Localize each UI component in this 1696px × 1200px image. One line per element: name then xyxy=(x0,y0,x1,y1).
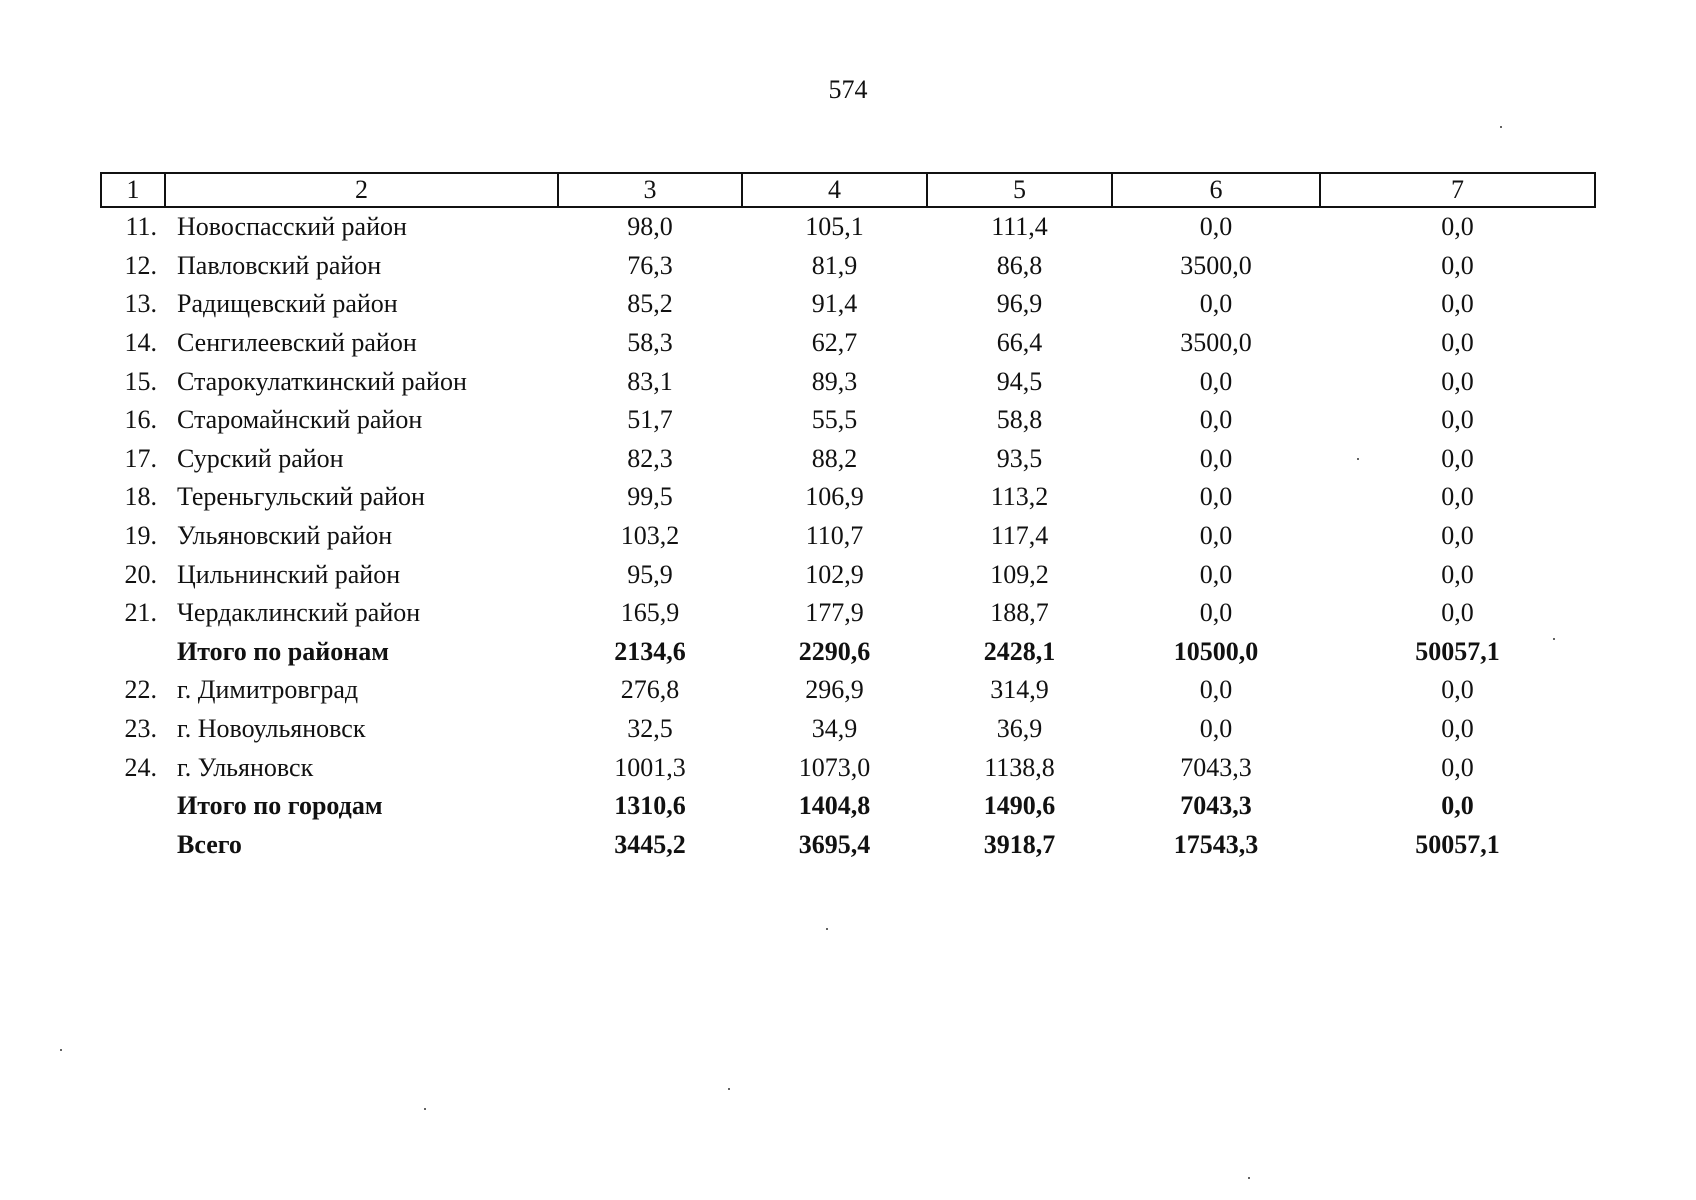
cell-col-3: 276,8 xyxy=(620,675,680,705)
header-col-2: 2 xyxy=(165,173,558,207)
cell-col-4: 62,7 xyxy=(811,328,858,358)
cell-col-6: 3500,0 xyxy=(1180,328,1252,358)
row-name: Сенгилеевский район xyxy=(177,328,417,358)
row-name: Всего xyxy=(177,829,242,859)
row-name: Старомайнский район xyxy=(177,405,423,435)
cell-col-5: 111,4 xyxy=(991,212,1048,242)
cell-col-3: 58,3 xyxy=(627,328,673,358)
cell-col-5: 93,5 xyxy=(996,443,1043,473)
cell-col-7: 0,0 xyxy=(1441,521,1474,551)
table-row xyxy=(101,324,1595,363)
page-number: 574 xyxy=(828,75,868,104)
cell-col-7: 0,0 xyxy=(1441,443,1474,473)
row-number: 11. xyxy=(125,212,157,242)
row-number: 17. xyxy=(124,443,157,473)
row-number: 16. xyxy=(124,405,157,435)
cell-col-6: 0,0 xyxy=(1199,366,1233,396)
cell-col-4: 105,1 xyxy=(805,212,864,242)
cell-col-6: 0,0 xyxy=(1199,405,1233,435)
cell-col-3: 2134,6 xyxy=(614,636,686,666)
cell-col-7: 0,0 xyxy=(1441,598,1474,628)
cell-col-6: 0,0 xyxy=(1199,675,1233,705)
cell-col-4: 81,9 xyxy=(811,250,858,280)
row-name: Радищевский район xyxy=(177,289,398,319)
table-row xyxy=(101,207,1595,247)
cell-col-5: 117,4 xyxy=(990,521,1049,551)
scan-speck xyxy=(60,1049,62,1051)
row-number: 19. xyxy=(124,521,157,551)
table-row xyxy=(101,748,1595,787)
cell-col-3: 99,5 xyxy=(627,482,673,512)
row-name: Павловский район xyxy=(177,250,382,280)
scan-speck xyxy=(1500,126,1502,128)
cell-col-3: 98,0 xyxy=(627,212,673,242)
cell-col-6: 0,0 xyxy=(1199,714,1233,744)
row-number: 24. xyxy=(124,752,157,782)
table-total-row xyxy=(101,826,1595,865)
cell-col-5: 1490,6 xyxy=(983,791,1056,821)
row-name: Новоспасский район xyxy=(177,212,407,242)
header-col-3: 3 xyxy=(558,173,742,207)
header-col-5: 5 xyxy=(927,173,1112,207)
row-name: Сурский район xyxy=(177,443,344,473)
row-number: 18. xyxy=(124,482,157,512)
cell-col-3: 1001,3 xyxy=(614,752,686,782)
row-name: Итого по городам xyxy=(177,791,383,821)
table-total-row xyxy=(101,787,1595,826)
cell-col-7: 0,0 xyxy=(1441,366,1474,396)
cell-col-4: 2290,6 xyxy=(798,636,871,666)
row-name: Итого по районам xyxy=(177,636,389,666)
row-number: 20. xyxy=(124,559,157,589)
cell-col-6: 0,0 xyxy=(1199,521,1233,551)
table-total-row xyxy=(101,633,1595,672)
cell-col-7: 0,0 xyxy=(1441,559,1474,589)
row-number: 21. xyxy=(124,598,157,628)
scan-speck xyxy=(424,1108,426,1110)
cell-col-4: 296,9 xyxy=(805,675,864,705)
table-row xyxy=(101,247,1595,286)
cell-col-7: 50057,1 xyxy=(1415,829,1500,859)
cell-col-6: 0,0 xyxy=(1199,482,1233,512)
row-name: Старокулаткинский район xyxy=(177,366,467,396)
row-number xyxy=(101,633,165,672)
cell-col-7: 0,0 xyxy=(1441,250,1474,280)
row-number: 15. xyxy=(124,366,157,396)
cell-col-3: 83,1 xyxy=(627,366,673,396)
cell-col-3: 51,7 xyxy=(627,405,673,435)
cell-col-6: 17543,3 xyxy=(1173,829,1259,859)
row-number: 12. xyxy=(124,250,157,280)
header-col-6: 6 xyxy=(1112,173,1320,207)
row-name: Ульяновский район xyxy=(177,521,393,551)
cell-col-7: 0,0 xyxy=(1441,289,1474,319)
cell-col-4: 34,9 xyxy=(811,714,858,744)
table-row xyxy=(101,594,1595,633)
cell-col-4: 110,7 xyxy=(805,521,864,551)
row-number: 13. xyxy=(124,289,157,319)
table-row xyxy=(101,362,1595,401)
cell-col-6: 0,0 xyxy=(1199,443,1233,473)
header-col-1: 1 xyxy=(101,173,165,207)
cell-col-3: 32,5 xyxy=(627,714,673,744)
cell-col-6: 10500,0 xyxy=(1173,636,1259,666)
row-name: г. Новоульяновск xyxy=(177,714,366,744)
row-name: г. Димитровград xyxy=(177,675,359,705)
cell-col-3: 165,9 xyxy=(620,598,680,628)
cell-col-6: 0,0 xyxy=(1199,212,1233,242)
cell-col-3: 76,3 xyxy=(627,250,673,280)
row-number xyxy=(101,826,165,865)
cell-col-5: 94,5 xyxy=(996,366,1043,396)
table-row xyxy=(101,401,1595,440)
cell-col-7: 0,0 xyxy=(1441,212,1474,242)
scan-speck xyxy=(1553,638,1555,640)
cell-col-4: 106,9 xyxy=(805,482,864,512)
cell-col-5: 58,8 xyxy=(996,405,1043,435)
cell-col-4: 1073,0 xyxy=(798,752,871,782)
table-header xyxy=(101,173,1595,207)
cell-col-3: 82,3 xyxy=(627,443,673,473)
cell-col-5: 86,8 xyxy=(996,250,1043,280)
header-col-4: 4 xyxy=(742,173,927,207)
cell-col-7: 0,0 xyxy=(1441,675,1474,705)
cell-col-5: 1138,8 xyxy=(984,752,1055,782)
cell-col-4: 102,9 xyxy=(805,559,864,589)
cell-col-7: 0,0 xyxy=(1441,752,1474,782)
cell-col-7: 0,0 xyxy=(1441,714,1474,744)
cell-col-7: 0,0 xyxy=(1441,328,1474,358)
cell-col-3: 95,9 xyxy=(627,559,673,589)
cell-col-5: 314,9 xyxy=(990,675,1049,705)
table-row xyxy=(101,555,1595,594)
cell-col-6: 3500,0 xyxy=(1180,250,1252,280)
row-number: 14. xyxy=(124,328,157,358)
table-row xyxy=(101,710,1595,749)
cell-col-3: 103,2 xyxy=(620,521,680,551)
cell-col-4: 1404,8 xyxy=(798,791,871,821)
scan-speck xyxy=(826,928,828,930)
cell-col-7: 0,0 xyxy=(1441,791,1474,821)
cell-col-7: 0,0 xyxy=(1441,482,1474,512)
cell-col-6: 0,0 xyxy=(1199,559,1233,589)
cell-col-5: 188,7 xyxy=(990,598,1049,628)
row-number xyxy=(101,787,165,826)
scan-speck xyxy=(1248,1177,1250,1179)
cell-col-4: 3695,4 xyxy=(798,829,871,859)
cell-col-7: 0,0 xyxy=(1441,405,1474,435)
table-row xyxy=(101,517,1595,556)
table-body xyxy=(101,207,1595,864)
cell-col-5: 109,2 xyxy=(990,559,1049,589)
scan-speck xyxy=(728,1088,730,1090)
cell-col-3: 3445,2 xyxy=(614,829,686,859)
cell-col-5: 3918,7 xyxy=(983,829,1056,859)
table-row xyxy=(101,285,1595,324)
data-table xyxy=(100,172,1596,864)
cell-col-4: 177,9 xyxy=(805,598,864,628)
cell-col-4: 55,5 xyxy=(811,405,858,435)
cell-col-6: 7043,3 xyxy=(1180,752,1252,782)
table-row xyxy=(101,671,1595,710)
cell-col-5: 66,4 xyxy=(996,328,1043,358)
cell-col-5: 2428,1 xyxy=(983,636,1056,666)
cell-col-4: 88,2 xyxy=(811,443,858,473)
cell-col-5: 96,9 xyxy=(996,289,1043,319)
cell-col-5: 36,9 xyxy=(996,714,1043,744)
cell-col-4: 91,4 xyxy=(811,289,858,319)
cell-col-6: 0,0 xyxy=(1199,289,1233,319)
scan-speck xyxy=(1357,458,1359,460)
table-row xyxy=(101,478,1595,517)
table-row xyxy=(101,440,1595,479)
row-number: 23. xyxy=(124,714,157,744)
row-number: 22. xyxy=(124,675,157,705)
cell-col-3: 1310,6 xyxy=(614,791,686,821)
header-col-7: 7 xyxy=(1320,173,1595,207)
cell-col-4: 89,3 xyxy=(811,366,858,396)
row-name: г. Ульяновск xyxy=(177,752,314,782)
row-name: Цильнинский район xyxy=(177,559,401,589)
cell-col-6: 0,0 xyxy=(1199,598,1233,628)
cell-col-3: 85,2 xyxy=(627,289,673,319)
cell-col-5: 113,2 xyxy=(990,482,1049,512)
cell-col-6: 7043,3 xyxy=(1180,791,1252,821)
header-row xyxy=(101,173,1595,207)
row-name: Чердаклинский район xyxy=(177,598,421,628)
row-name: Тереньгульский район xyxy=(177,482,425,512)
cell-col-7: 50057,1 xyxy=(1415,636,1500,666)
